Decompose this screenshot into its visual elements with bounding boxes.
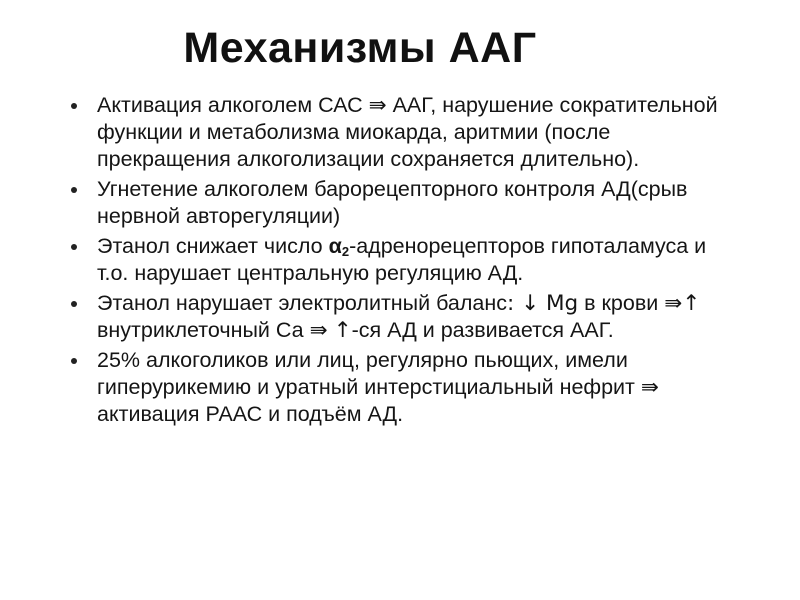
bullet-item-2 bbox=[60, 176, 740, 230]
bullet-text: -ся АД и развивается ААГ. bbox=[351, 318, 614, 342]
bullet-item-5 bbox=[60, 347, 740, 428]
bullet-text: Угнетение алкоголем барорецепторного контроля АД(срыв нервной авторегуляции) bbox=[97, 177, 688, 228]
bullet-text: активация РААС и подъём АД. bbox=[97, 402, 404, 426]
bullet-item-1 bbox=[60, 92, 740, 173]
implies-arrow-icon: ⇛ bbox=[309, 318, 328, 343]
alpha-symbol: α bbox=[328, 234, 342, 258]
bullet-dot-icon bbox=[71, 103, 77, 109]
bullet-text: Этанол снижает число bbox=[97, 234, 329, 258]
bullet-text: ААГ, нарушение сократительной функции и метаболизма миокарда, аритмии (после прекращения алкоголизации сохраняется длительно). bbox=[97, 93, 718, 171]
bullet-item-4 bbox=[60, 290, 740, 344]
bullet-dot-icon bbox=[71, 358, 77, 364]
bullet-text: внутриклеточный Са bbox=[97, 318, 310, 342]
bullet-list bbox=[60, 92, 740, 431]
alpha-subscript: 2 bbox=[341, 244, 350, 259]
bullet-text: Активация алкоголем САС bbox=[97, 93, 369, 117]
bullet-dot-icon bbox=[71, 244, 77, 250]
percent-value: 25% bbox=[97, 348, 141, 372]
bullet-item-3 bbox=[60, 233, 740, 287]
implies-up-arrow-icon: ⇛↑ bbox=[664, 291, 701, 316]
bullet-dot-icon bbox=[71, 187, 77, 193]
implies-arrow-icon: ⇛ bbox=[368, 93, 387, 118]
implies-arrow-icon: ⇛ bbox=[640, 375, 659, 400]
bullet-text: -адренорецепторов гипоталамуса и т.о. нарушает центральную регуляцию АД. bbox=[97, 234, 707, 285]
down-arrow-mg: : ↓ Mg bbox=[507, 291, 579, 316]
slide-title: Механизмы ААГ bbox=[183, 24, 537, 72]
up-arrow-icon: ↑ bbox=[333, 318, 352, 343]
bullet-text: в крови bbox=[578, 291, 665, 315]
bullet-text: Этанол нарушает электролитный баланс bbox=[97, 291, 508, 315]
bullet-dot-icon bbox=[71, 301, 77, 307]
bullet-text: алкоголиков или лиц, регулярно пьющих, имели гиперурикемию и уратный интерстициальный нефрит bbox=[97, 348, 641, 399]
